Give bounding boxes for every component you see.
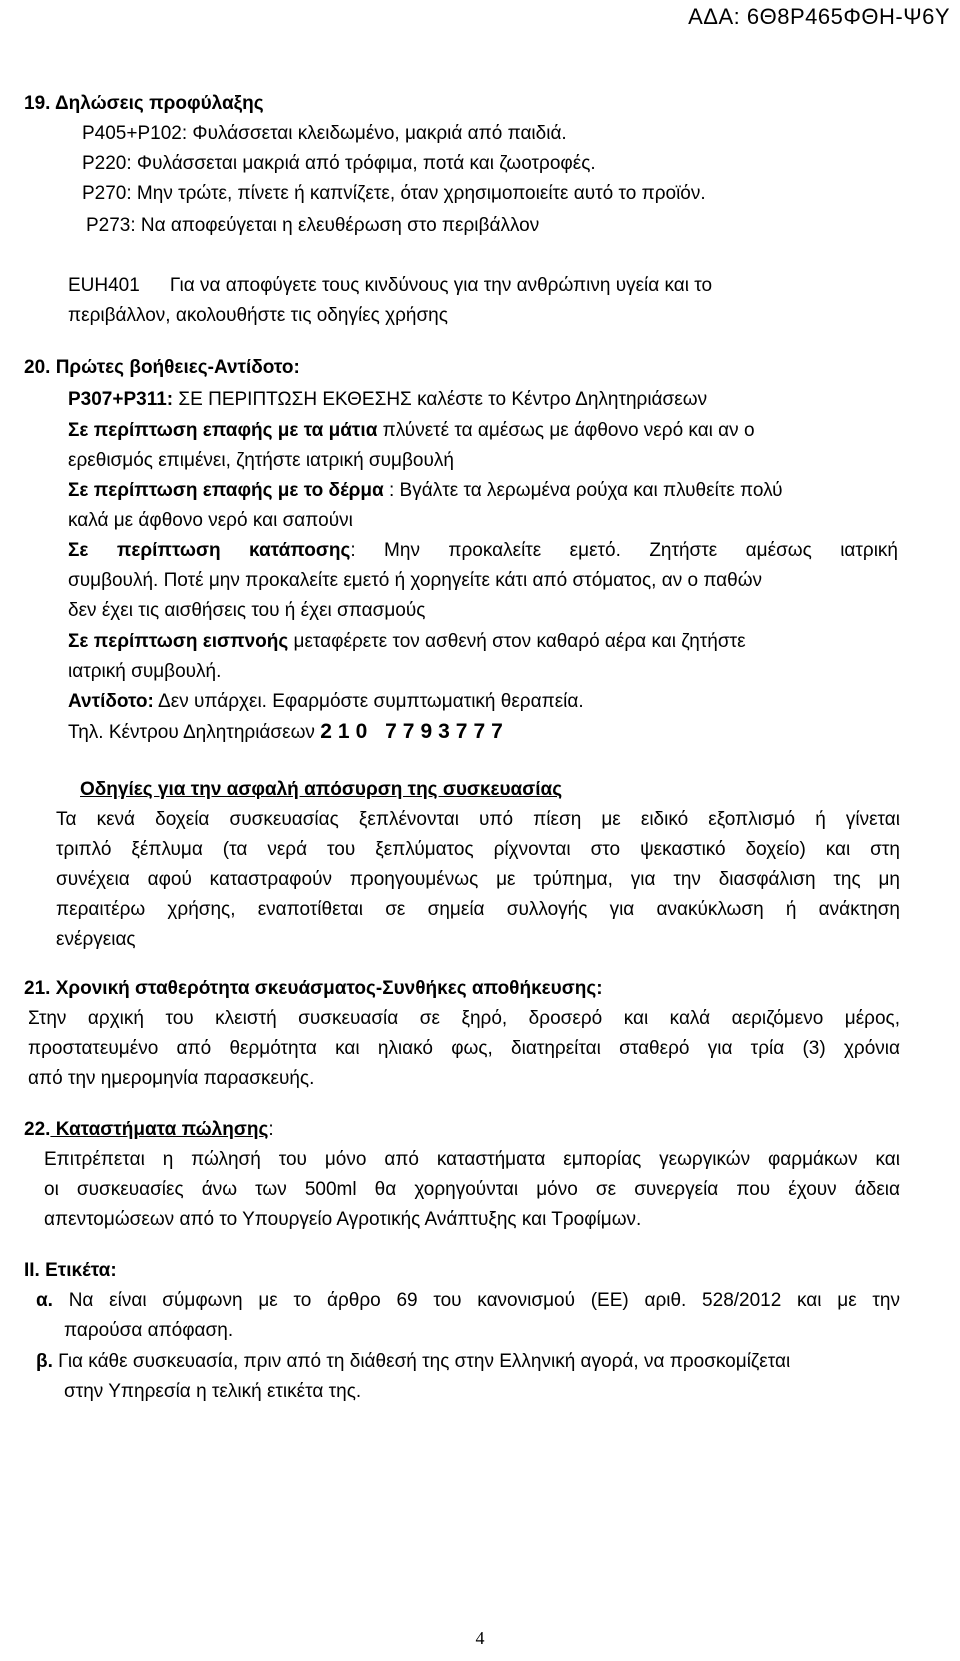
p270-statement xyxy=(82,182,706,206)
section-19-title: 19. Δηλώσεις προφύλαξης xyxy=(24,93,264,114)
section-22-line-3: απεντομώσεων από το Υπουργείο Αγροτικής Ανάπτυξης και Τροφίμων. xyxy=(44,1209,642,1230)
ada-code: ΑΔΑ: 6Θ8Ρ465ΦΘΗ-Ψ6Υ xyxy=(688,4,950,29)
section-21-line-2: προστατευμένο από θερμότητα και ηλιακό φως, διατηρείται σταθερό για τρία (3) χρόνια xyxy=(28,1038,900,1059)
p405-text: Φυλάσσεται κλειδωμένο, μακριά από παιδιά. xyxy=(187,123,567,144)
section-21-title: 21. Χρονική σταθερότητα σκευάσματος-Συνθήκες αποθήκευσης: xyxy=(24,978,603,999)
p307-text: ΣΕ ΠΕΡΙΠΤΩΣΗ ΕΚΘΕΣΗΣ καλέστε το Κέντρο Δηλητηριάσεων xyxy=(173,389,708,410)
phone-number: 210 7793777 xyxy=(320,720,509,743)
label-item-a-text-1: Να είναι σύμφωνη με το άρθρο 69 του κανονισμού (ΕΕ) αριθ. 528/2012 και με την xyxy=(52,1290,900,1311)
section-20-title: 20. Πρώτες βοήθειες-Αντίδοτο: xyxy=(24,357,300,378)
p270-label: P270: xyxy=(82,183,132,204)
swallow-text-1: : Μην προκαλείτε εμετό. Ζητήστε αμέσως ιατρική xyxy=(350,540,898,561)
label-item-b-text-2: στην Υπηρεσία η τελική ετικέτα της. xyxy=(64,1381,362,1402)
section-22-heading xyxy=(24,1118,274,1142)
eyes-line-1 xyxy=(68,419,755,443)
inhalation-line-1 xyxy=(68,630,746,654)
antidote-line xyxy=(68,690,584,714)
euh401-text-2: περιβάλλον, ακολουθήστε τις οδηγίες χρήσης xyxy=(68,305,448,326)
euh401-statement xyxy=(68,274,712,298)
section-22-number: 22. xyxy=(24,1119,51,1140)
p307-label: P307+P311: xyxy=(68,389,174,410)
swallow-text-3: δεν έχει τις αισθήσεις του ή έχει σπασμούς xyxy=(68,600,426,621)
p307-statement xyxy=(68,388,707,412)
p220-statement xyxy=(82,152,596,176)
disposal-title: Οδηγίες για την ασφαλή απόσυρση της συσκευασίας xyxy=(80,779,563,800)
section-22-line-2: οι συσκευασίες άνω των 500ml θα χορηγούνται μόνο σε συνεργεία που έχουν άδεια xyxy=(44,1179,900,1200)
swallow-label: Σε περίπτωση κατάποσης xyxy=(68,540,351,561)
inhalation-text-1: μεταφέρετε τον ασθενή στον καθαρό αέρα και ζητήστε xyxy=(288,631,746,652)
disposal-line-1: Τα κενά δοχεία συσκευασίας ξεπλένονται υπό πίεση με ειδικό εξοπλισμό ή γίνεται xyxy=(56,809,900,830)
disposal-line-4: περαιτέρω χρήσης, εναποτίθεται σε σημεία συλλογής για ανακύκλωση ή ανάκτηση xyxy=(56,899,900,920)
euh401-text-1: Για να αποφύγετε τους κινδύνους για την ανθρώπινη υγεία και το xyxy=(169,275,713,296)
section-22-title: Καταστήματα πώλησης xyxy=(50,1119,269,1140)
eyes-text-1: πλύνετέ τα αμέσως με άφθονο νερό και αν ο xyxy=(377,420,755,441)
label-item-a-marker: α. xyxy=(36,1290,53,1311)
antidote-label: Αντίδοτο: xyxy=(68,691,154,712)
eyes-label: Σε περίπτωση επαφής με τα μάτια xyxy=(68,420,378,441)
p220-text: Φυλάσσεται μακριά από τρόφιμα, ποτά και ζωοτροφές. xyxy=(131,153,596,174)
p220-label: P220: xyxy=(82,153,132,174)
inhalation-label: Σε περίπτωση εισπνοής xyxy=(68,631,289,652)
label-item-b-text-1: Για κάθε συσκευασία, πριν από τη διάθεσή της στην Ελληνική αγορά, να προσκομίζεται xyxy=(52,1351,791,1372)
eyes-text-2: ερεθισμός επιμένει, ζητήστε ιατρική συμβουλή xyxy=(68,450,454,471)
p273-statement xyxy=(86,214,539,238)
section-22-line-1: Επιτρέπεται η πώλησή του μόνο από καταστήματα εμπορίας γεωργικών φαρμάκων και xyxy=(44,1149,900,1170)
euh401-label: EUH401 xyxy=(68,275,140,296)
skin-text-2: καλά με άφθονο νερό και σαπούνι xyxy=(68,510,353,531)
label-section-title: II. Ετικέτα: xyxy=(24,1260,117,1281)
p405-statement xyxy=(82,122,567,146)
swallow-line-1 xyxy=(68,539,898,563)
label-item-a-line-1 xyxy=(36,1289,900,1313)
inhalation-text-2: ιατρική συμβουλή. xyxy=(68,661,222,682)
page-number: 4 xyxy=(475,1628,485,1648)
p405-label: P405+P102: xyxy=(82,123,188,144)
antidote-text: Δεν υπάρχει. Εφαρμόστε συμπτωματική θεραπεία. xyxy=(153,691,584,712)
label-item-b-marker: β. xyxy=(36,1351,53,1372)
disposal-line-5: ενέργειας xyxy=(56,929,136,950)
skin-line-1 xyxy=(68,479,783,503)
section-22-colon: : xyxy=(268,1119,274,1140)
p270-text: Μην τρώτε, πίνετε ή καπνίζετε, όταν χρησιμοποιείτε αυτό το προϊόν. xyxy=(131,183,706,204)
phone-label: Τηλ. Κέντρου Δηλητηριάσεων xyxy=(68,722,321,743)
p273-label: P273: xyxy=(86,215,136,236)
disposal-line-3: συνέχεια αφού καταστραφούν προηγουμένως με τρύπημα, για την διασφάλιση της μη xyxy=(56,869,900,890)
section-21-line-3: από την ημερομηνία παρασκευής. xyxy=(28,1068,315,1089)
swallow-text-2: συμβουλή. Ποτέ μην προκαλείτε εμετό ή χορηγείτε κάτι από στόματος, αν ο παθών xyxy=(68,570,763,591)
label-item-a-text-2: παρούσα απόφαση. xyxy=(64,1320,234,1341)
disposal-line-2: τριπλό ξέπλυμα (τα νερά του ξεπλύματος ρίχνονται στο ψεκαστικό δοχείο) και στη xyxy=(56,839,900,860)
p273-text: Να αποφεύγεται η ελευθέρωση στο περιβάλλον xyxy=(135,215,540,236)
skin-text-1: : Βγάλτε τα λερωμένα ρούχα και πλυθείτε πολύ xyxy=(383,480,783,501)
section-21-line-1: Στην αρχική του κλειστή συσκευασία σε ξηρό, δροσερό και καλά αεριζόμενο μέρος, xyxy=(28,1008,900,1029)
skin-label: Σε περίπτωση επαφής με το δέρμα xyxy=(68,480,384,501)
label-item-b-line-1 xyxy=(36,1350,790,1374)
poison-center-phone-line xyxy=(68,720,509,745)
